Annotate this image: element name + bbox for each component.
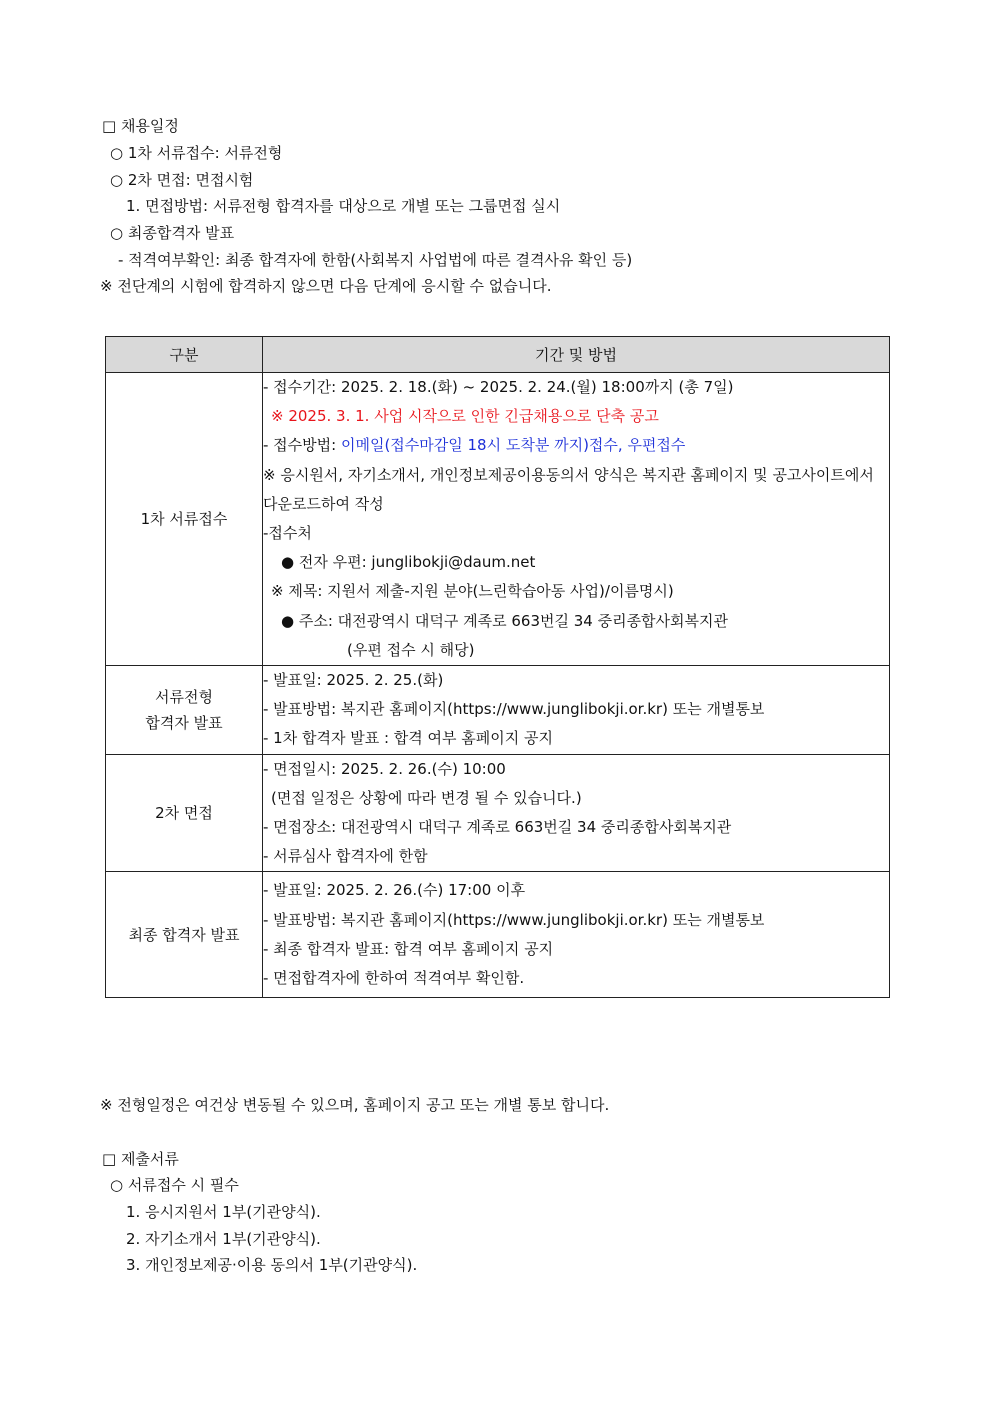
row-label-first-round: 1차 서류접수 xyxy=(106,373,263,666)
announcement-date: - 발표일: 2025. 2. 25.(화) xyxy=(263,671,444,690)
announcement-notice: - 1차 합격자 발표 : 합격 여부 홈페이지 공지 xyxy=(263,729,553,748)
table-header-row xyxy=(106,337,890,373)
documents-heading: □ 제출서류 xyxy=(102,1150,179,1168)
header-period-method: 기간 및 방법 xyxy=(263,337,890,373)
row-label-final-result: 최종 합격자 발표 xyxy=(106,872,263,998)
final-method: - 발표방법: 복지관 홈페이지(https://www.junglibokji.or.kr) 또는 개별통보 xyxy=(263,910,765,929)
row-content-first-round xyxy=(263,373,890,666)
schedule-table xyxy=(105,336,890,998)
row-label-interview: 2차 면접 xyxy=(106,754,263,872)
final-eligibility: - 면접합격자에 한하여 적격여부 확인함. xyxy=(263,969,525,988)
forms-notice: ※ 응시원서, 자기소개서, 개인정보제공이용동의서 양식은 복지관 홈페이지 및 공고사이트에서 다운로드하여 작성 xyxy=(263,465,874,513)
schedule-item-second-round: ○ 2차 면접: 면접시험 xyxy=(110,171,254,189)
row-label-document-result xyxy=(106,666,263,755)
row-content-document-result xyxy=(263,666,890,755)
documents-subheading: ○ 서류접수 시 필수 xyxy=(110,1176,239,1194)
final-notice: - 최종 합격자 발표: 합격 여부 홈페이지 공지 xyxy=(263,939,554,958)
postal-address: ● 주소: 대전광역시 대덕구 계족로 663번길 34 중리종합사회복지관 xyxy=(281,611,728,630)
document-item: 1. 응시지원서 1부(기관양식). xyxy=(126,1203,321,1221)
header-category: 구분 xyxy=(106,337,263,373)
table-row-final-result xyxy=(106,872,890,998)
interview-eligibility: - 서류심사 합격자에 한함 xyxy=(263,847,428,866)
application-method xyxy=(263,431,889,460)
schedule-heading: □ 채용일정 xyxy=(102,117,179,135)
table-note: ※ 전형일정은 여건상 변동될 수 있으며, 홈페이지 공고 또는 개별 통보 합니다. xyxy=(100,1096,610,1114)
schedule-item-eligibility: - 적격여부확인: 최종 합격자에 한함(사회복지 사업법에 따른 결격사유 확인 등) xyxy=(118,251,633,269)
document-item: 3. 개인정보제공·이용 동의서 1부(기관양식). xyxy=(126,1256,418,1274)
schedule-item-interview-method: 1. 면접방법: 서류전형 합격자를 대상으로 개별 또는 그룹면접 실시 xyxy=(126,197,561,215)
email-subject-format: ※ 제목: 지원서 제출-지원 분야(느린학습아동 사업)/이름명시) xyxy=(271,582,674,601)
table-row-document-result xyxy=(106,666,890,755)
interview-location: - 면접장소: 대전광역시 대덕구 계족로 663번길 34 중리종합사회복지관 xyxy=(263,818,732,837)
application-method-label: - 접수방법: xyxy=(263,436,341,455)
interview-change-note: (면접 일정은 상황에 따라 변경 될 수 있습니다.) xyxy=(271,788,582,807)
urgent-notice: ※ 2025. 3. 1. 사업 시작으로 인한 긴급채용으로 단축 공고 xyxy=(271,407,659,426)
application-period: - 접수기간: 2025. 2. 18.(화) ~ 2025. 2. 24.(월) 18:00까지 (총 7일) xyxy=(263,378,734,396)
document-item: 2. 자기소개서 1부(기관양식). xyxy=(126,1230,321,1248)
email-address: ● 전자 우편: junglibokji@daum.net xyxy=(281,553,536,572)
application-method-value: 이메일(접수마감일 18시 도착분 까지)접수, 우편접수 xyxy=(340,436,686,455)
table-row-first-round xyxy=(106,373,890,666)
table-row-interview xyxy=(106,754,890,872)
row-content-final-result xyxy=(263,872,890,998)
announcement-method: - 발표방법: 복지관 홈페이지(https://www.junglibokji.or.kr) 또는 개별통보 xyxy=(263,700,765,719)
postal-address-note: (우편 접수 시 해당) xyxy=(347,640,475,659)
schedule-note: ※ 전단계의 시험에 합격하지 않으면 다음 단계에 응시할 수 없습니다. xyxy=(100,277,552,295)
schedule-item-first-round: ○ 1차 서류접수: 서류전형 xyxy=(110,144,283,162)
row-content-interview xyxy=(263,754,890,872)
row-label-line: 합격자 발표 xyxy=(145,713,223,732)
final-date: - 발표일: 2025. 2. 26.(수) 17:00 이후 xyxy=(263,881,526,900)
schedule-item-final: ○ 최종합격자 발표 xyxy=(110,224,235,242)
application-place-label: -접수처 xyxy=(263,524,312,543)
row-label-line: 서류전형 xyxy=(155,687,213,706)
interview-datetime: - 면접일시: 2025. 2. 26.(수) 10:00 xyxy=(263,759,506,778)
